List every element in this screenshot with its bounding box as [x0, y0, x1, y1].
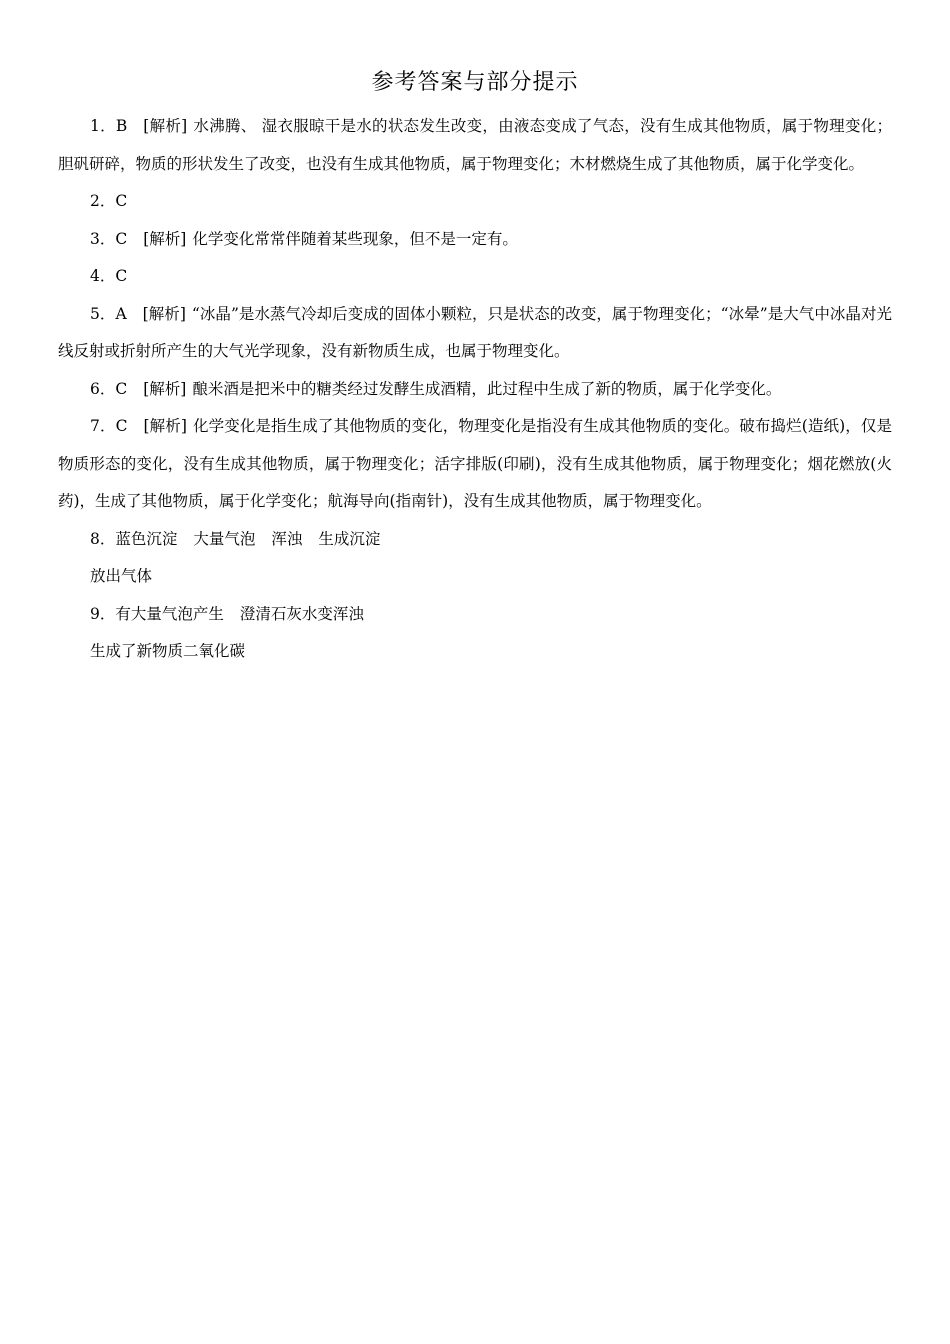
answer-item-3: [58, 221, 892, 259]
answer-item-5: [58, 296, 892, 371]
answer-number: 2．: [90, 192, 116, 210]
analysis-tag: [解析]: [143, 379, 187, 398]
analysis-text: 酿米酒是把米中的糖类经过发酵生成酒精，此过程中生成了新的物质，属于化学变化。: [192, 379, 782, 398]
answer-number: 9．: [90, 604, 116, 623]
answer-number: 8．: [90, 529, 116, 548]
answer-item-8-continuation: 放出气体: [90, 567, 153, 585]
analysis-tag: [解析]: [143, 229, 187, 248]
answer-item-8: [58, 521, 892, 559]
answer-part: 大量气泡: [193, 529, 256, 548]
answer-choice: B: [115, 117, 128, 135]
analysis-text: 化学变化是指生成了其他物质的变化，物理变化是指没有生成其他物质的变化。破布捣烂(造纸)，仅是物质形态的变化，没有生成其他物质，属于物理变化；活字排版(印刷)，没有生成其他物质，属于物理变化；烟花燃放(火药)，生成了其他物质，属于化学变化；航海导向(指南针)，没有生成其他物质，属于物理变化。: [58, 417, 892, 510]
answer-part: 有大量气泡产生: [115, 604, 224, 623]
answer-item-9: [58, 596, 892, 634]
answer-choice: C: [115, 379, 128, 398]
answers-list: [58, 108, 892, 671]
answer-choice: C: [115, 229, 128, 248]
answer-item-2: [58, 183, 892, 221]
page-title: 参考答案与部分提示: [371, 70, 579, 95]
analysis-text: 化学变化常常伴随着某些现象，但不是一定有。: [192, 229, 518, 248]
answer-item-7: [58, 408, 892, 521]
analysis-tag: [解析]: [143, 117, 188, 135]
answer-choice: A: [115, 304, 127, 323]
answer-number: 5．: [90, 304, 116, 323]
analysis-text: “冰晶”是水蒸气冷却后变成的固体小颗粒，只是状态的改变，属于物理变化；“冰晕”是大气中冰晶对光线反射或折射所产生的大气光学现象，没有新物质生成，也属于物理变化。: [58, 304, 892, 360]
answer-part: 浑浊: [271, 529, 303, 548]
answer-number: 7．: [90, 417, 116, 435]
answer-choice: C: [115, 267, 128, 285]
answer-item-4: [58, 258, 892, 296]
answer-item-1: [58, 108, 892, 183]
analysis-tag: [解析]: [142, 304, 186, 323]
analysis-tag: [解析]: [143, 417, 187, 435]
answer-choice: C: [115, 417, 128, 435]
answer-number: 1．: [90, 117, 116, 135]
answer-part: 生成沉淀: [318, 529, 381, 548]
answer-item-6: [58, 371, 892, 409]
answer-part: 蓝色沉淀: [115, 529, 178, 548]
answer-number: 4．: [90, 267, 116, 285]
analysis-text: 水沸腾、 湿衣服晾干是水的状态发生改变，由液态变成了气态，没有生成其他物质，属于物理变化；胆矾研碎，物质的形状发生了改变，也没有生成其他物质，属于物理变化；木材燃烧生成了其他物质，属于化学变化。: [58, 117, 892, 173]
answer-number: 6．: [90, 379, 116, 398]
answer-part: 澄清石灰水变浑浊: [239, 604, 364, 623]
answer-number: 3．: [90, 229, 116, 248]
answer-choice: C: [115, 192, 128, 210]
answer-item-9-continuation: 生成了新物质二氧化碳: [90, 642, 246, 660]
